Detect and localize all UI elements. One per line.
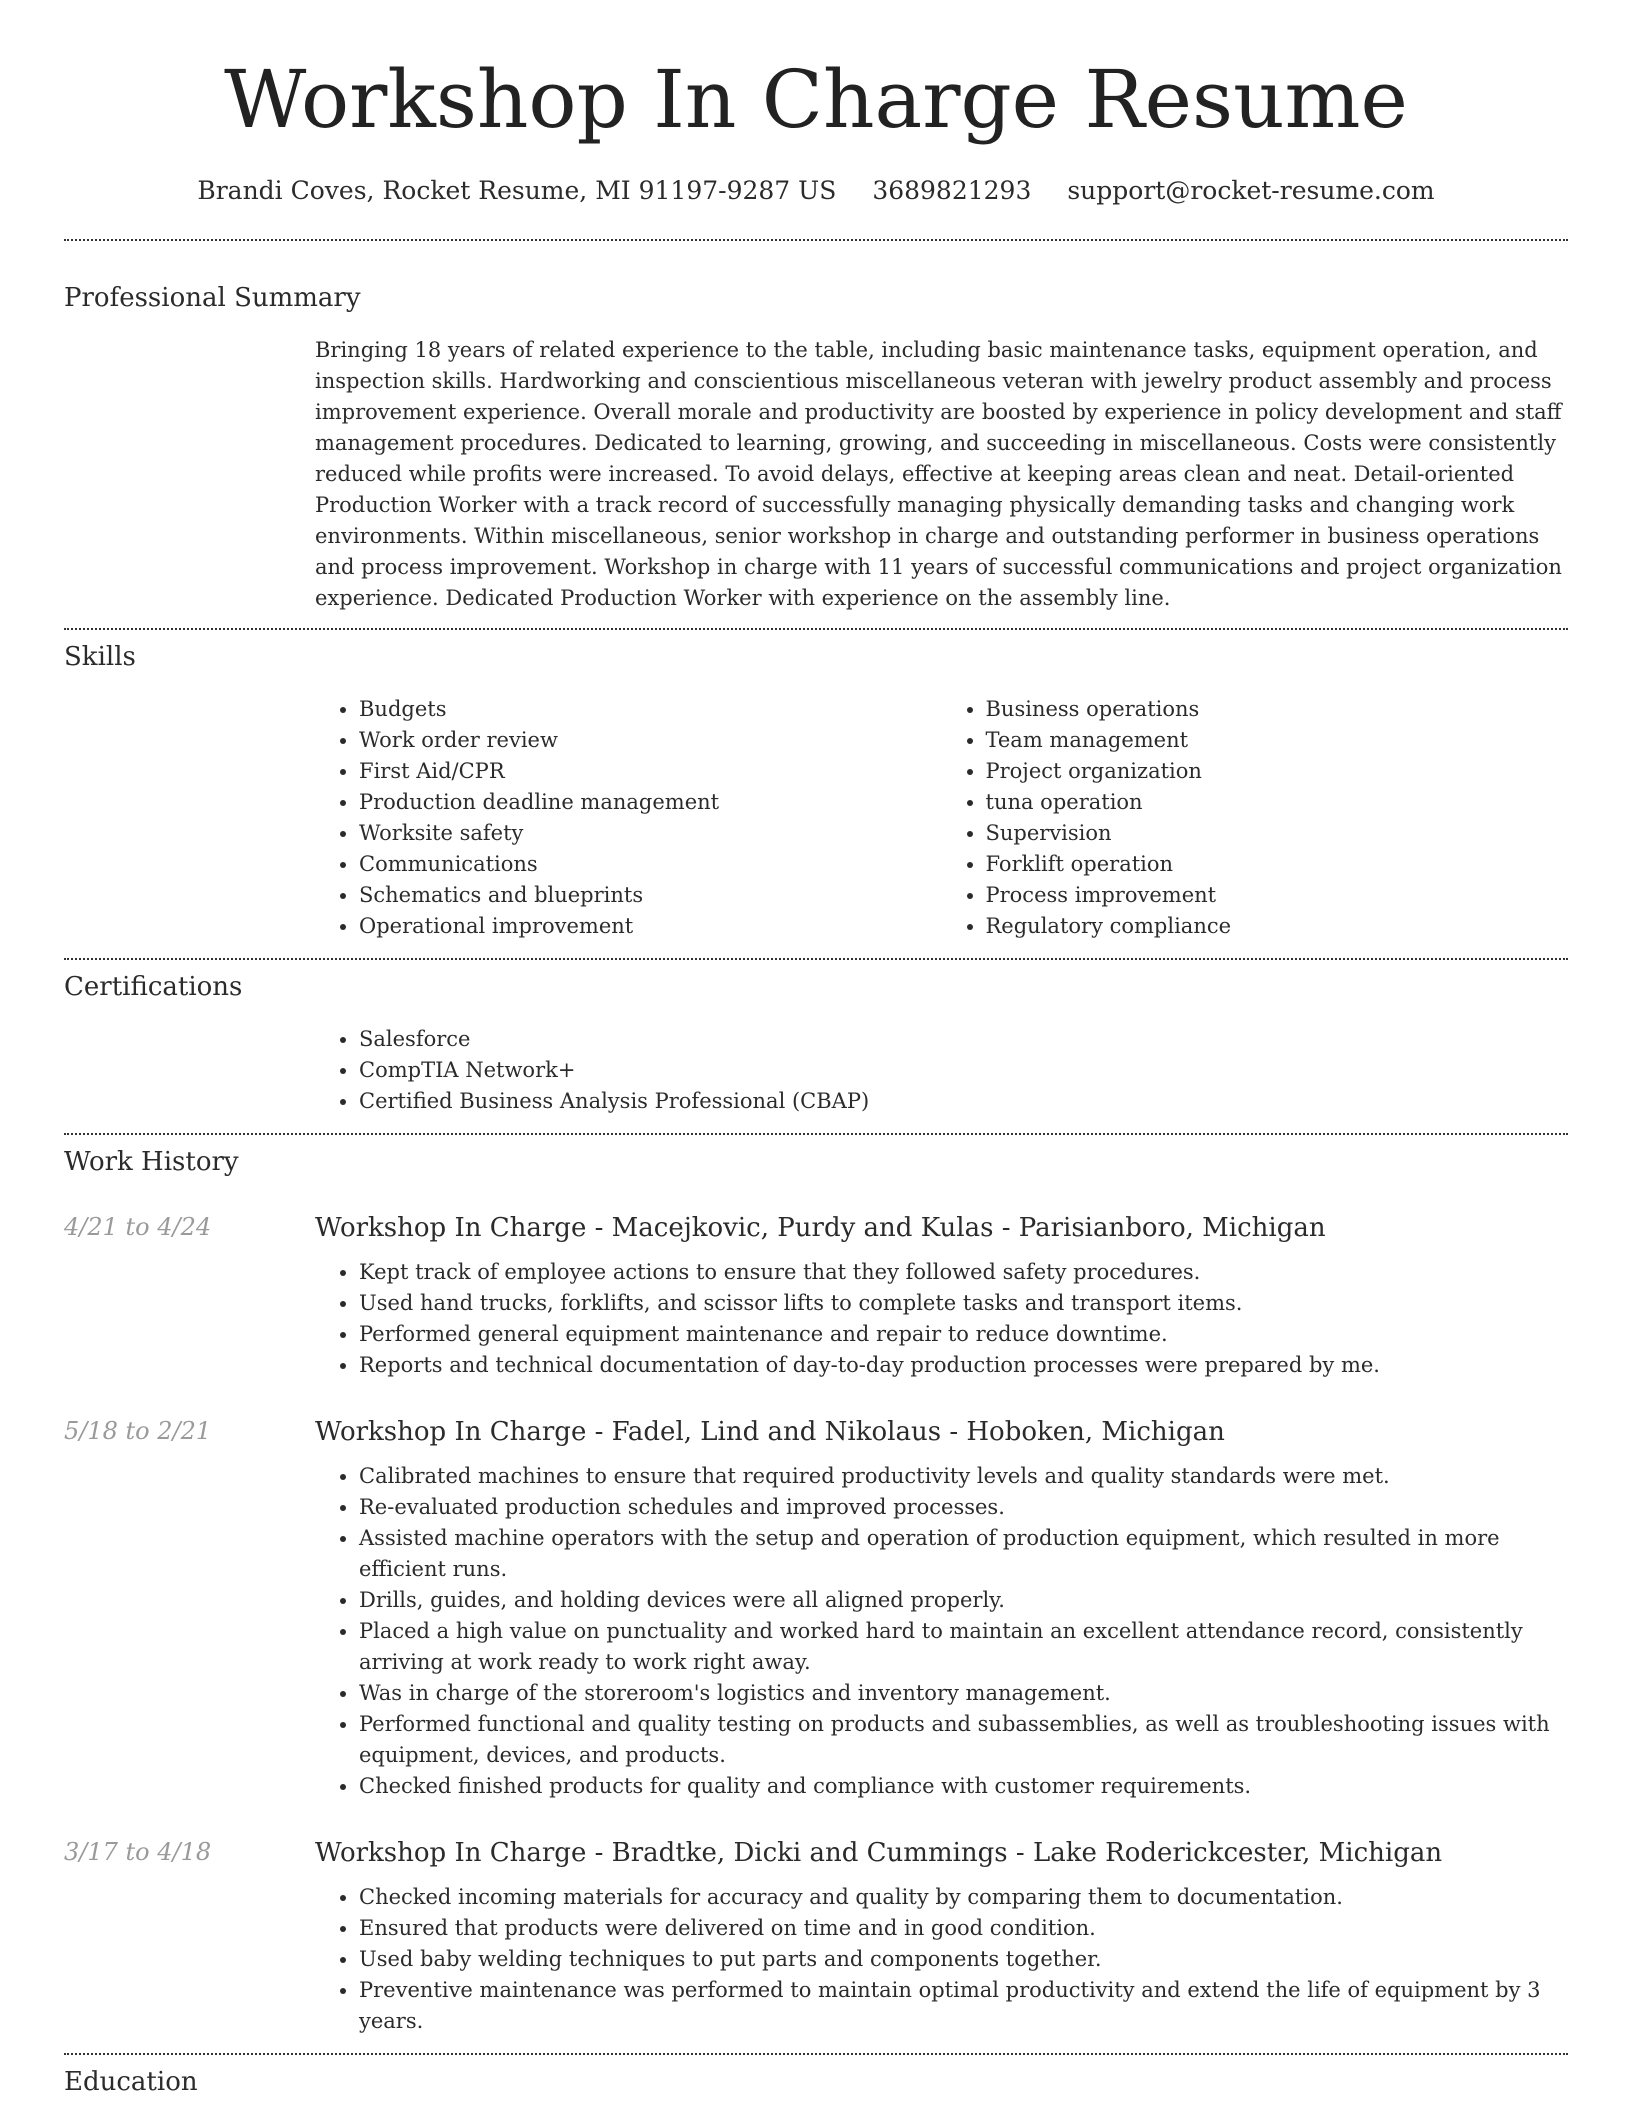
- list-item: • Work order review: [359, 725, 942, 756]
- job-details: [315, 1257, 1568, 1381]
- divider: [64, 2053, 1568, 2055]
- summary-text: Bringing 18 years of related experience to the table, including basic maintenance tasks, equipment operation, and inspection skills. Hardworking and conscientious miscellaneous veteran with jewelry product assembly and process improvement experience. Overall morale and productivity are boosted by experience in policy development and staff management procedures. Dedicated to learning, growing, and succeeding in miscellaneous. Costs were consistently reduced while profits were increased. To avoid delays, effective at keeping areas clean and neat. Detail-oriented Production Worker with a track record of successfully managing physically demanding tasks and changing work environments. Within miscellaneous, senior workshop in charge and outstanding performer in business operations and process improvement. Workshop in charge with 11 years of successful communications and project organization experience. Dedicated Production Worker with experience on the assembly line.: [315, 338, 1562, 610]
- list-item: • Regulatory compliance: [986, 911, 1569, 942]
- list-item: • Supervision: [986, 818, 1569, 849]
- section-heading-work-history: Work History: [64, 1147, 239, 1177]
- divider: [64, 239, 1568, 241]
- list-item: • Forklift operation: [986, 849, 1569, 880]
- job-bullets: [315, 1461, 1568, 1802]
- list-item: • Communications: [359, 849, 942, 880]
- contact-phone: 3689821293: [872, 176, 1032, 205]
- section-heading-education: Education: [64, 2067, 198, 2097]
- certifications-section: [64, 972, 1568, 1117]
- work-history-section: [64, 1147, 1568, 2037]
- job-bullets: [315, 1882, 1568, 2037]
- certifications-list: [315, 1024, 1568, 1117]
- list-item: • Salesforce: [359, 1024, 1568, 1055]
- job-title: Workshop In Charge - Fadel, Lind and Nikolaus - Hoboken, Michigan: [315, 1417, 1225, 1447]
- list-item: • Used hand trucks, forklifts, and scissor lifts to complete tasks and transport items.: [359, 1288, 1568, 1319]
- job-dates: 3/17 to 4/18: [64, 1838, 212, 1866]
- list-item: • Performed general equipment maintenance and repair to reduce downtime.: [359, 1319, 1568, 1350]
- list-item: • Production deadline management: [359, 787, 942, 818]
- divider: [64, 958, 1568, 960]
- contact-line: [64, 176, 1568, 205]
- skills-list-right: [942, 694, 1569, 942]
- page-title: Workshop In Charge Resume: [224, 53, 1408, 146]
- job-details: [315, 1882, 1568, 2037]
- summary-section: [64, 283, 1568, 614]
- certifications-body: [315, 1024, 1568, 1117]
- job-title: Workshop In Charge - Bradtke, Dicki and Cummings - Lake Roderickcester, Michigan: [315, 1838, 1443, 1868]
- list-item: • Placed a high value on punctuality and worked hard to maintain an excellent attendance record, consistently arriving at work ready to work right away.: [359, 1616, 1568, 1678]
- job-details: [315, 1461, 1568, 1802]
- list-item: • tuna operation: [986, 787, 1569, 818]
- list-item: • Schematics and blueprints: [359, 880, 942, 911]
- list-item: • Certified Business Analysis Professional (CBAP): [359, 1086, 1568, 1117]
- list-item: • Performed functional and quality testing on products and subassemblies, as well as troubleshooting issues with equipment, devices, and products.: [359, 1709, 1568, 1771]
- jobs-container: [64, 1213, 1568, 2037]
- job-title: Workshop In Charge - Macejkovic, Purdy and Kulas - Parisianboro, Michigan: [315, 1213, 1326, 1243]
- list-item: • First Aid/CPR: [359, 756, 942, 787]
- divider: [64, 628, 1568, 630]
- list-item: • Reports and technical documentation of day-to-day production processes were prepared by me.: [359, 1350, 1568, 1381]
- skills-list-left: [315, 694, 942, 942]
- list-item: • Drills, guides, and holding devices were all aligned properly.: [359, 1585, 1568, 1616]
- list-item: • Ensured that products were delivered on time and in good condition.: [359, 1913, 1568, 1944]
- job-dates: 4/21 to 4/24: [64, 1213, 212, 1241]
- list-item: • Business operations: [986, 694, 1569, 725]
- divider: [64, 1133, 1568, 1135]
- skills-section: [64, 642, 1568, 942]
- list-item: • Operational improvement: [359, 911, 942, 942]
- list-item: • Team management: [986, 725, 1569, 756]
- contact-email: support@rocket-resume.com: [1067, 176, 1435, 205]
- list-item: • Calibrated machines to ensure that required productivity levels and quality standards were met.: [359, 1461, 1568, 1492]
- education-section: [64, 2067, 1568, 2097]
- list-item: • Worksite safety: [359, 818, 942, 849]
- list-item: • Budgets: [359, 694, 942, 725]
- section-heading-skills: Skills: [64, 642, 136, 672]
- list-item: • Checked finished products for quality and compliance with customer requirements.: [359, 1771, 1568, 1802]
- section-heading-summary: Professional Summary: [64, 283, 361, 313]
- list-item: • Preventive maintenance was performed to maintain optimal productivity and extend the life of equipment by 3 years.: [359, 1975, 1568, 2037]
- job-bullets: [315, 1257, 1568, 1381]
- job-entry: [64, 1213, 1568, 1381]
- section-heading-certifications: Certifications: [64, 972, 243, 1002]
- list-item: • Was in charge of the storeroom's logistics and inventory management.: [359, 1678, 1568, 1709]
- resume-page: [64, 0, 1568, 2097]
- job-entry: [64, 1838, 1568, 2037]
- list-item: • CompTIA Network+: [359, 1055, 1568, 1086]
- skills-columns: [315, 694, 1568, 942]
- job-entry: [64, 1417, 1568, 1802]
- list-item: • Kept track of employee actions to ensure that they followed safety procedures.: [359, 1257, 1568, 1288]
- list-item: • Assisted machine operators with the setup and operation of production equipment, which resulted in more efficient runs.: [359, 1523, 1568, 1585]
- list-item: • Process improvement: [986, 880, 1569, 911]
- list-item: • Project organization: [986, 756, 1569, 787]
- list-item: • Used baby welding techniques to put parts and components together.: [359, 1944, 1568, 1975]
- contact-address: Brandi Coves, Rocket Resume, MI 91197-9287 US: [197, 176, 837, 205]
- list-item: • Re-evaluated production schedules and improved processes.: [359, 1492, 1568, 1523]
- job-dates: 5/18 to 2/21: [64, 1417, 212, 1445]
- list-item: • Checked incoming materials for accuracy and quality by comparing them to documentation.: [359, 1882, 1568, 1913]
